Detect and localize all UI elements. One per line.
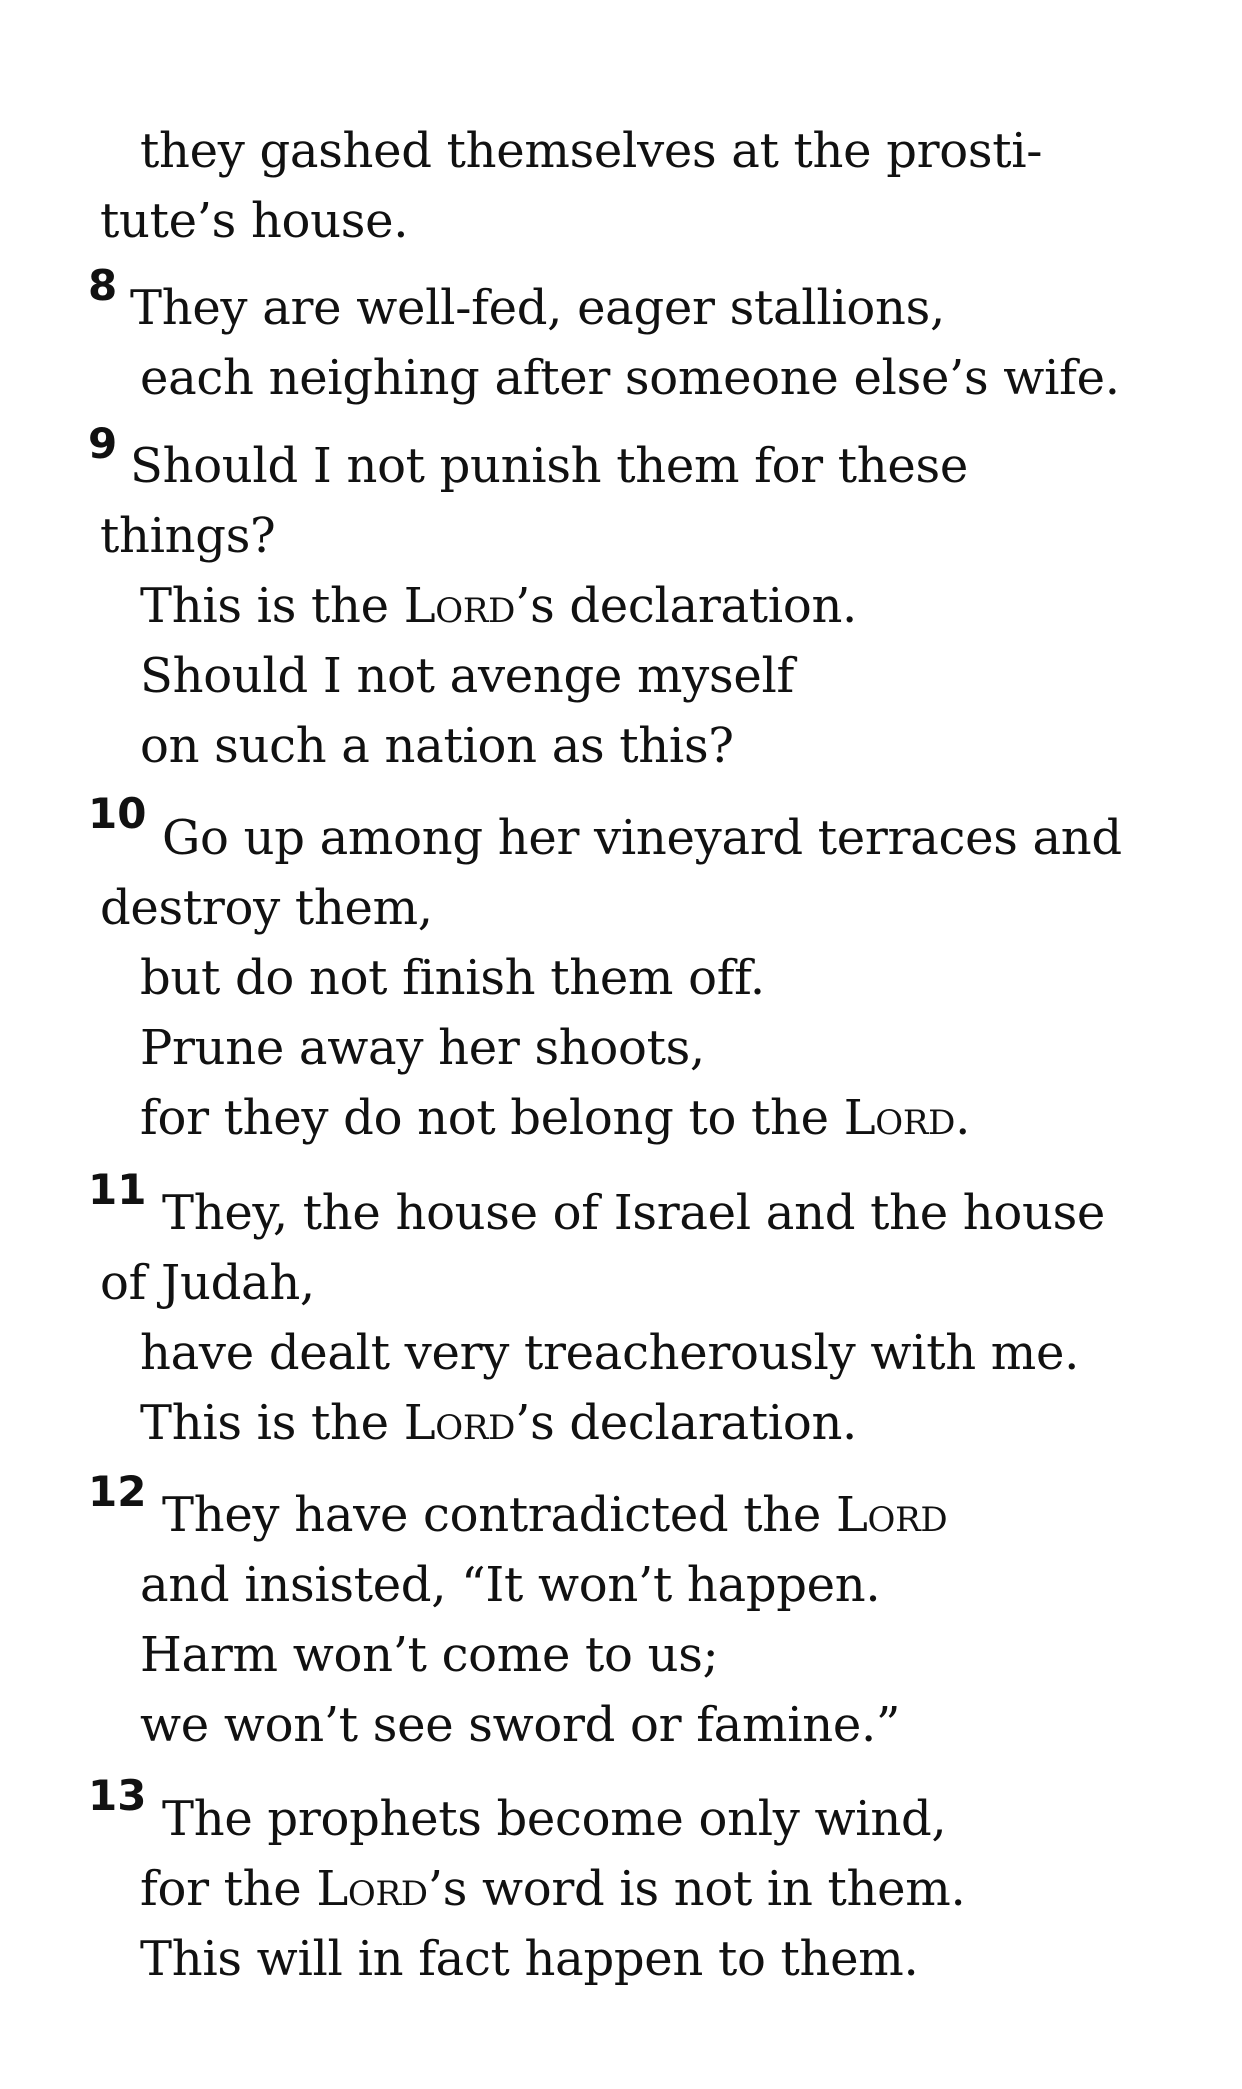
divine-name: Lord xyxy=(835,1487,948,1543)
verse-number-12: 12 xyxy=(88,1467,147,1516)
text-line: This will in fact happen to them. xyxy=(140,1931,919,1987)
text-fragment: ’s declaration. xyxy=(515,578,858,634)
text-line: and insisted, “It won’t happen. xyxy=(140,1557,881,1613)
text-line: tute’s house. xyxy=(100,193,409,249)
text-line: Harm won’t come to us; xyxy=(140,1627,719,1683)
divine-name: Lord xyxy=(403,1395,516,1451)
text-line: on such a nation as this? xyxy=(140,718,734,774)
text-line: Should I not punish them for these xyxy=(130,438,968,494)
text-line: Prune away her shoots, xyxy=(140,1020,705,1076)
text-line xyxy=(140,1088,970,1148)
text-line: of Judah, xyxy=(100,1255,315,1311)
text-line: Go up among her vineyard terraces and xyxy=(162,810,1122,866)
text-fragment: . xyxy=(955,1090,971,1146)
text-line xyxy=(140,1393,857,1453)
text-line: The prophets become only wind, xyxy=(162,1791,947,1847)
text-fragment: ’s word is not in them. xyxy=(427,1861,966,1917)
verse-number-13: 13 xyxy=(88,1771,147,1820)
text-line: we won’t see sword or famine.” xyxy=(140,1697,901,1753)
verse-number-8: 8 xyxy=(88,261,118,310)
divine-name: Lord xyxy=(316,1861,428,1917)
text-line xyxy=(140,576,857,636)
text-line: each neighing after someone else’s wife. xyxy=(140,350,1120,406)
divine-name: Lord xyxy=(843,1090,956,1146)
text-line: but do not finish them off. xyxy=(140,950,765,1006)
text-fragment: They have contradicted the xyxy=(162,1487,836,1543)
text-line: They, the house of Israel and the house xyxy=(162,1185,1106,1241)
text-line: have dealt very treacherously with me. xyxy=(140,1325,1080,1381)
text-line: destroy them, xyxy=(100,880,433,936)
verse-number-9: 9 xyxy=(88,419,118,468)
text-fragment: for they do not belong to the xyxy=(140,1090,844,1146)
verse-number-10: 10 xyxy=(88,789,147,838)
text-line: they gashed themselves at the prosti- xyxy=(140,123,1043,179)
text-line: They are well-fed, eager stallions, xyxy=(130,280,945,336)
text-line: things? xyxy=(100,508,276,564)
text-fragment: for the xyxy=(140,1861,317,1917)
text-line xyxy=(140,1859,965,1919)
divine-name: Lord xyxy=(403,578,516,634)
text-line: Should I not avenge myself xyxy=(140,648,794,704)
text-fragment: This is the xyxy=(140,578,404,634)
text-fragment: ’s declaration. xyxy=(515,1395,858,1451)
text-line xyxy=(162,1485,947,1545)
text-fragment: This is the xyxy=(140,1395,404,1451)
verse-number-11: 11 xyxy=(88,1165,147,1214)
